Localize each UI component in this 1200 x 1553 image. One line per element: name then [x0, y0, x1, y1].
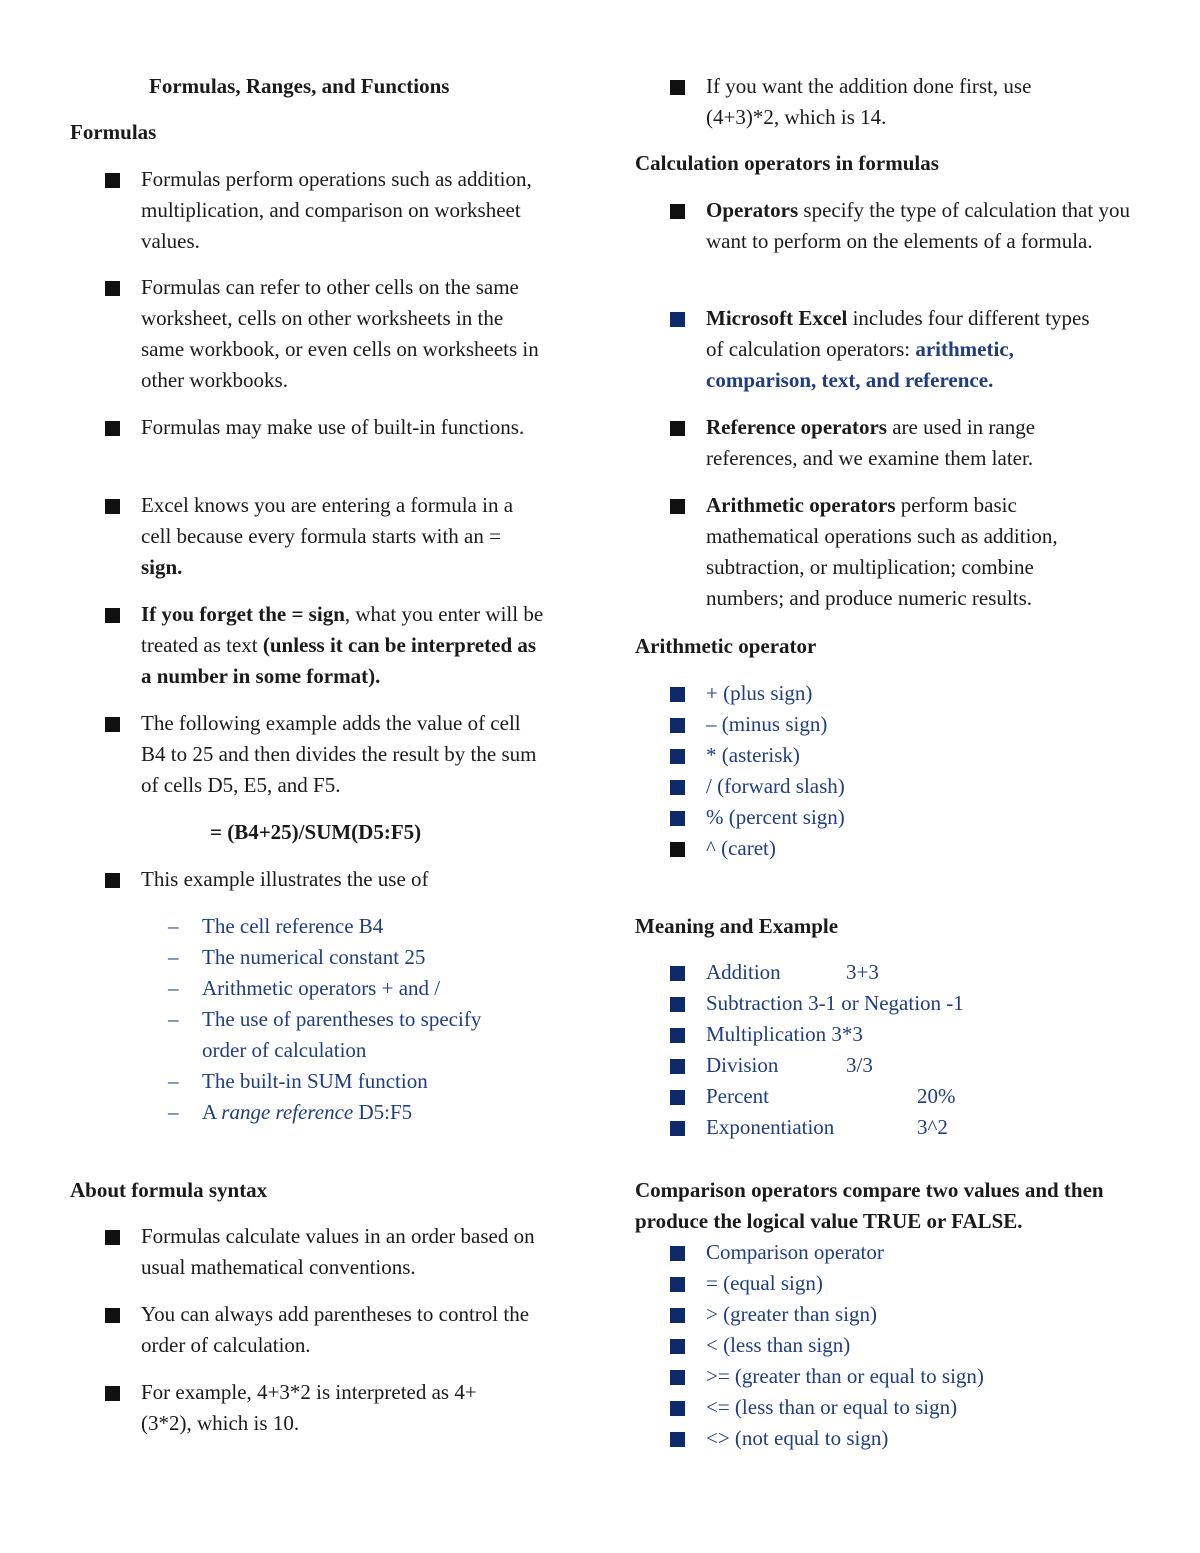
bullet-square-icon — [670, 1401, 685, 1416]
bullet-square-icon — [670, 1028, 685, 1043]
bullet-text: Reference operators are used in range references, and we examine them later. — [706, 415, 1036, 470]
bullet-text: Formulas can refer to other cells on the same worksheet, cells on other worksheets in the same workbook, or even cells on worksheets in other workbooks. — [141, 275, 539, 392]
bullet-square-icon — [670, 1090, 685, 1105]
meaning-row: Multiplication 3*3 — [670, 1019, 1110, 1050]
bullet-square-icon — [670, 842, 685, 857]
bullet-square-icon — [670, 1121, 685, 1136]
bullet-square-icon — [670, 499, 685, 514]
bullet-square-icon — [670, 421, 685, 436]
list-item — [105, 864, 545, 895]
dash-item: – Arithmetic operators + and / — [168, 973, 528, 1004]
bullet-text: If you want the addition done first, use (4+3)*2, which is 14. — [706, 74, 1032, 129]
list-item — [670, 412, 1130, 474]
comparison-heading: Comparison operators compare two values and then produce the logical value TRUE or FALSE. — [635, 1178, 1104, 1233]
list-item — [105, 412, 545, 443]
list-item — [105, 490, 545, 583]
bullet-square-icon — [105, 1386, 120, 1401]
meaning-row: Division 3/3 — [670, 1050, 1110, 1081]
dash-icon: – — [168, 1069, 179, 1093]
bullet-text: Arithmetic operators perform basic mathematical operations such as addition, subtraction, or multiplication; combine numbers; and produce numeric results. — [706, 493, 1058, 610]
bullet-square-icon — [105, 499, 120, 514]
bullet-text: You can always add parentheses to control the order of calculation. — [141, 1302, 530, 1357]
list-item — [105, 164, 545, 257]
meaning-heading: Meaning and Example — [635, 914, 839, 938]
bullet-square-icon — [670, 1339, 685, 1354]
dash-icon: – — [168, 914, 179, 938]
bullet-text: Microsoft Excel includes four different types of calculation operators: arithmetic, comparison, text, and reference. — [706, 306, 1090, 392]
list-item — [105, 708, 545, 801]
bullet-text: Formulas perform operations such as addition, multiplication, and comparison on worksheet values. — [141, 167, 532, 253]
list-item — [670, 71, 1120, 133]
meaning-row: Subtraction 3-1 or Negation -1 — [670, 988, 1110, 1019]
bullet-square-icon — [670, 749, 685, 764]
bullet-square-icon — [105, 1230, 120, 1245]
bullet-text: This example illustrates the use of — [141, 867, 429, 891]
list-item — [670, 490, 1130, 614]
list-item — [105, 1377, 545, 1439]
bullet-square-icon — [670, 811, 685, 826]
bullet-square-icon — [105, 421, 120, 436]
dash-item: – A range reference D5:F5 — [168, 1097, 528, 1128]
bullet-square-icon — [105, 173, 120, 188]
bullet-square-icon — [670, 718, 685, 733]
dash-item: – The numerical constant 25 — [168, 942, 528, 973]
arith-operator-heading: Arithmetic operator — [635, 634, 817, 658]
bullet-square-icon — [105, 608, 120, 623]
bullet-square-icon — [670, 1432, 685, 1447]
bullet-square-icon — [670, 1277, 685, 1292]
bullet-text: Formulas may make use of built-in functions. — [141, 415, 525, 439]
bullet-square-icon — [670, 312, 685, 327]
bullet-square-icon — [670, 780, 685, 795]
dash-item: – The cell reference B4 — [168, 911, 528, 942]
bullet-square-icon — [670, 687, 685, 702]
calc-operators-heading: Calculation operators in formulas — [635, 151, 939, 175]
bullet-square-icon — [670, 1246, 685, 1261]
dash-item: – The built-in SUM function — [168, 1066, 528, 1097]
meaning-row: Percent 20% — [670, 1081, 1110, 1112]
dash-icon: – — [168, 1100, 179, 1124]
dash-icon: – — [168, 945, 179, 969]
list-item — [105, 599, 545, 692]
bullet-square-icon — [105, 873, 120, 888]
bullet-square-icon — [670, 1370, 685, 1385]
list-item — [105, 1221, 545, 1283]
bullet-text: The following example adds the value of cell B4 to 25 and then divides the result by the sum of cells D5, E5, and F5. — [141, 711, 537, 797]
meaning-row: Exponentiation 3^2 — [670, 1112, 1110, 1143]
bullet-square-icon — [670, 204, 685, 219]
bullet-square-icon — [670, 1308, 685, 1323]
bullet-square-icon — [105, 281, 120, 296]
syntax-heading: About formula syntax — [70, 1178, 268, 1202]
page-title: Formulas, Ranges, and Functions — [149, 74, 450, 98]
dash-item: – The use of parentheses to specify order of calculation — [168, 1004, 528, 1066]
list-item — [670, 303, 1130, 396]
meaning-row: Addition 3+3 — [670, 957, 1110, 988]
list-item — [105, 272, 545, 396]
dash-icon: – — [168, 976, 179, 1000]
bullet-square-icon — [105, 717, 120, 732]
bullet-text: For example, 4+3*2 is interpreted as 4+(3*2), which is 10. — [141, 1380, 477, 1435]
dash-icon: – — [168, 1007, 179, 1031]
bullet-text: Operators specify the type of calculation that you want to perform on the elements of a formula. — [706, 198, 1130, 253]
bullet-square-icon — [670, 966, 685, 981]
bullet-text: If you forget the = sign, what you enter will be treated as text (unless it can be interpreted as a number in some format). — [141, 602, 544, 688]
bullet-square-icon — [670, 997, 685, 1012]
formulas-heading: Formulas — [70, 120, 157, 144]
bullet-text: Formulas calculate values in an order based on usual mathematical conventions. — [141, 1224, 535, 1279]
bullet-square-icon — [670, 80, 685, 95]
list-item — [105, 1299, 545, 1361]
bullet-square-icon — [670, 1059, 685, 1074]
bullet-square-icon — [105, 1308, 120, 1323]
list-item — [670, 195, 1130, 257]
bullet-text: Excel knows you are entering a formula in a cell because every formula starts with an = sign. — [141, 493, 514, 579]
formula-example: = (B4+25)/SUM(D5:F5) — [210, 820, 422, 844]
